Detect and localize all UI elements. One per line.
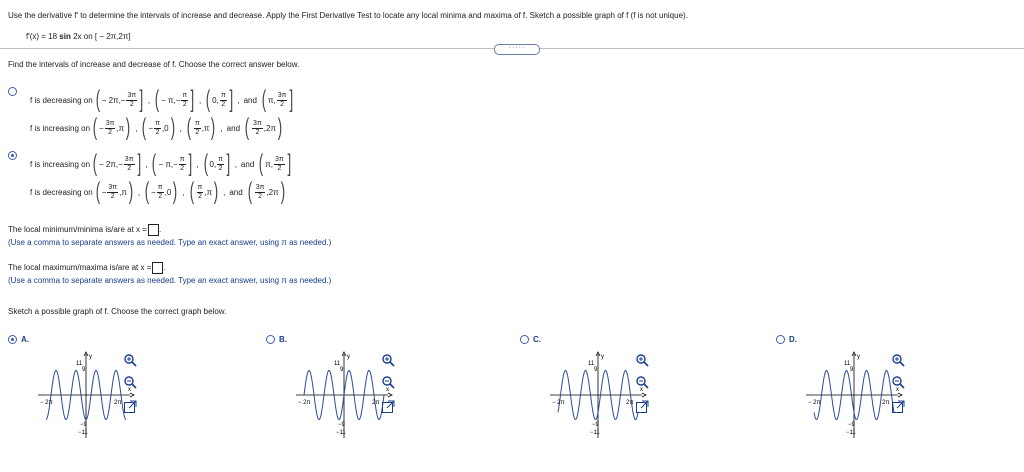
graph-d-radio[interactable] <box>776 335 785 344</box>
x-axis-label: x <box>128 387 131 393</box>
local-max-row: The local maximum/maxima is/are at x = . <box>8 263 166 273</box>
local-max-prompt: The local maximum/maxima is/are at x = <box>8 263 152 273</box>
interval: ( − $\frac{\pi}{2}$ ,0 ) <box>142 114 175 141</box>
local-max-input[interactable] <box>152 262 163 274</box>
derivative-formula <box>26 32 131 41</box>
y-min-label: −11 <box>78 430 88 436</box>
graph-c-radio[interactable] <box>520 335 529 344</box>
option-2-line-2: f is decreasing on ( − $\frac{3\pi}{2}$ ,π ) , ( − $\frac{\pi}{2}$ ,0 ) , ( $\frac{\pi}{2}$ ,π ) , and ( $\frac{3\pi}{2}$ ,2π ) <box>30 178 285 205</box>
y-inner-neg-label: −9 <box>338 422 345 428</box>
interval: ( π, $\frac{3\pi}{2}$ ] <box>259 150 291 177</box>
option-label: f is decreasing on <box>30 187 93 197</box>
formula-lhs: f′(x) = 18 <box>26 32 60 41</box>
graph-label: B. <box>279 335 287 344</box>
graph-plot <box>548 350 648 440</box>
option-label: f is increasing on <box>30 159 91 169</box>
more-button[interactable]: ····· <box>494 44 540 55</box>
intervals-prompt: Find the intervals of increase and decrease of f. Choose the correct answer below. <box>8 60 300 69</box>
x-left-label: − 2π <box>40 400 53 406</box>
y-inner-neg-label: −9 <box>592 422 599 428</box>
interval: ( $\frac{\pi}{2}$ ,π ) <box>189 178 219 205</box>
y-inner-label: 9 <box>82 367 86 373</box>
x-left-label: − 2π <box>552 400 565 406</box>
interval: ( 0, $\frac{\pi}{2}$ ] <box>203 150 231 177</box>
x-axis-arrow <box>130 393 134 397</box>
formula-sin: sin <box>59 32 71 41</box>
graph-plot <box>294 350 394 440</box>
y-inner-neg-label: −9 <box>80 422 87 428</box>
y-min-label: −11 <box>336 430 346 436</box>
local-max-hint: (Use a comma to separate answers as needed. Type an exact answer, using π as needed.) <box>8 276 332 285</box>
x-right-label: 2π <box>882 400 890 406</box>
y-axis-label: y <box>601 354 604 360</box>
graph-plot <box>804 350 904 440</box>
formula-rhs: 2x on [ − 2π,2π] <box>70 32 131 41</box>
graph-plot <box>36 350 136 440</box>
y-inner-label: 9 <box>340 367 344 373</box>
x-axis-label: x <box>896 387 899 393</box>
graph-label: D. <box>789 335 797 344</box>
x-axis-arrow <box>898 393 902 397</box>
interval: ( $\frac{\pi}{2}$ ,π ) <box>186 114 216 141</box>
question-text: Use the derivative f′ to determine the intervals of increase and decrease. Apply the First Derivative Test to locate any local minima and maxima of f. Sketch a possible graph of f (f is not unique). <box>8 11 688 20</box>
y-max-label: 11 <box>76 361 83 367</box>
interval: ( − 2π, − $\frac{3\pi}{2}$ ] <box>95 86 144 113</box>
option-2-radio[interactable] <box>8 151 17 160</box>
zoom-out-icon[interactable] <box>891 375 905 389</box>
expand-icon[interactable] <box>635 400 649 414</box>
y-axis-label: y <box>857 354 860 360</box>
option-2-line-1: f is increasing on ( − 2π, − $\frac{3\pi}{2}$ ] , ( − π, − $\frac{\pi}{2}$ ] , ( 0, $\frac{\pi}{2}$ ] , and ( π, $\frac{3\pi}{2}$ ] <box>30 150 291 177</box>
y-inner-label: 9 <box>850 367 854 373</box>
interval: ( − $\frac{3\pi}{2}$ ,π ) <box>95 178 134 205</box>
zoom-in-icon[interactable] <box>891 353 905 367</box>
graph-label: A. <box>21 335 29 344</box>
zoom-out-icon[interactable] <box>381 375 395 389</box>
x-right-label: 2π <box>372 400 380 406</box>
interval: ( − π, − $\frac{\pi}{2}$ ] <box>154 86 195 113</box>
graph-a-radio[interactable] <box>8 335 17 344</box>
y-inner-neg-label: −9 <box>848 422 855 428</box>
y-axis-label: y <box>89 354 92 360</box>
zoom-out-icon[interactable] <box>123 375 137 389</box>
option-label: f is decreasing on <box>30 95 93 105</box>
graph-label: C. <box>533 335 541 344</box>
zoom-in-icon[interactable] <box>635 353 649 367</box>
x-left-label: − 2π <box>808 400 821 406</box>
zoom-in-icon[interactable] <box>381 353 395 367</box>
interval: ( − $\frac{3\pi}{2}$ ,π ) <box>92 114 131 141</box>
interval: ( 0, $\frac{\pi}{2}$ ] <box>205 86 233 113</box>
x-axis-label: x <box>640 387 643 393</box>
x-axis-arrow <box>642 393 646 397</box>
x-left-label: − 2π <box>298 400 311 406</box>
option-label: f is increasing on <box>30 123 91 133</box>
sketch-prompt: Sketch a possible graph of f. Choose the correct graph below. <box>8 307 227 316</box>
graph-b-radio[interactable] <box>266 335 275 344</box>
interval: ( π, $\frac{3\pi}{2}$ ] <box>261 86 294 113</box>
interval: ( $\frac{3\pi}{2}$ ,2π ) <box>247 178 285 205</box>
zoom-in-icon[interactable] <box>123 353 137 367</box>
zoom-out-icon[interactable] <box>635 375 649 389</box>
interval: ( $\frac{3\pi}{2}$ ,2π ) <box>244 114 283 141</box>
x-axis-label: x <box>386 387 389 393</box>
x-right-label: 2π <box>114 400 122 406</box>
expand-icon[interactable] <box>123 400 137 414</box>
option-1-line-1: f is decreasing on ( − 2π, − $\frac{3\pi}{2}$ ] , ( − π, − $\frac{\pi}{2}$ ] , ( 0, $\frac{\pi}{2}$ ] , and ( π, $\frac{3\pi}{2}$ ] <box>30 86 294 113</box>
interval: ( − 2π, − $\frac{3\pi}{2}$ ] <box>92 150 141 177</box>
x-axis-arrow <box>388 393 392 397</box>
y-min-label: −11 <box>846 430 856 436</box>
option-1-line-2: f is increasing on ( − $\frac{3\pi}{2}$ ,π ) , ( − $\frac{\pi}{2}$ ,0 ) , ( $\frac{\pi}{2}$ ,π ) , and ( $\frac{3\pi}{2}$ ,2π ) <box>30 114 283 141</box>
expand-icon[interactable] <box>891 400 905 414</box>
x-right-label: 2π <box>626 400 634 406</box>
local-min-row: The local minimum/minima is/are at x = . <box>8 225 162 235</box>
interval: ( − π, − $\frac{\pi}{2}$ ] <box>152 150 192 177</box>
y-axis-label: y <box>347 354 350 360</box>
y-max-label: 11 <box>844 361 851 367</box>
interval: ( − $\frac{\pi}{2}$ ,0 ) <box>144 178 178 205</box>
expand-icon[interactable] <box>381 400 395 414</box>
y-inner-label: 9 <box>594 367 598 373</box>
option-1-radio[interactable] <box>8 87 17 96</box>
local-min-input[interactable] <box>148 224 159 236</box>
local-min-hint: (Use a comma to separate answers as needed. Type an exact answer, using π as needed.) <box>8 238 332 247</box>
y-max-label: 11 <box>588 361 595 367</box>
y-max-label: 11 <box>334 361 341 367</box>
local-min-prompt: The local minimum/minima is/are at x = <box>8 225 147 235</box>
y-min-label: −11 <box>590 430 600 436</box>
